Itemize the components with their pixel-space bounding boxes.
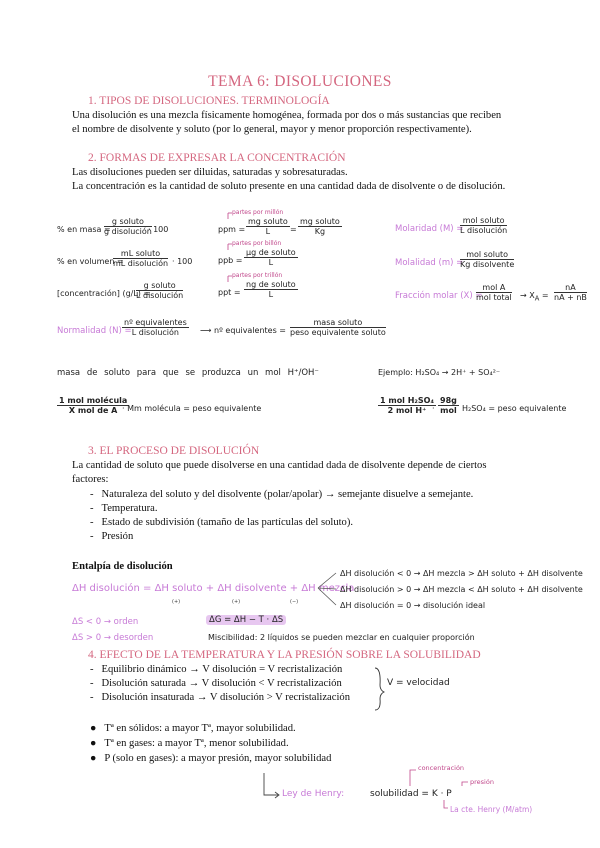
formula-conc-lhs: [concentración] (g/L) =: [57, 289, 151, 298]
formula-mol-den: X mol de A: [68, 406, 118, 415]
formula-molar-lhs: Molaridad (M) =: [395, 224, 464, 234]
formula-ppt-num: ng de soluto: [246, 280, 296, 289]
s4-dash-2-text: Disolución saturada → V disolución < V recristalización: [101, 678, 342, 689]
s4-dot-1: ● Tª en sólidos: a mayor Tª, mayor solubilidad.: [90, 723, 296, 734]
s4-dash-3: - Disolución insaturada → V disolución > V recristalización: [90, 692, 350, 703]
formula-ppm-equals: =: [290, 225, 297, 234]
ejemplo-num-1: 1 mol H₂SO₄: [380, 396, 434, 405]
s3-bullet-1-text: Naturaleza del soluto y del disolvente (polar/apolar) → semejante disuelve a semejante.: [101, 489, 474, 500]
formula-masa-rhs: · 100: [148, 225, 169, 234]
entalpia-heading: Entalpía de disolución: [72, 561, 173, 572]
ejemplo-den-1: 2 mol H⁺: [387, 406, 427, 415]
henry-presion-label: presión: [470, 778, 494, 786]
ejemplo-den-2: mol: [440, 406, 457, 415]
formula-vol-num: mL soluto: [113, 249, 168, 259]
formula-ppt-den: L: [268, 290, 274, 299]
formula-norm-num-2: masa soluto: [290, 318, 386, 328]
s3-paragraph-line-2: factores:: [72, 474, 109, 485]
formula-frac-den: mol total: [476, 293, 512, 302]
s1-paragraph-line-1: Una disolución es una mezcla físicamente homogénea, formada por dos o más sustancias que reciben: [72, 110, 502, 121]
formula-norm-den-2: peso equivalente soluto: [290, 328, 386, 337]
henry-equation: solubilidad = K · P: [370, 789, 452, 799]
formula-molal-lhs: Molalidad (m) =: [395, 258, 464, 268]
entalpia-case-2: ΔH disolución > 0 → ΔH mezcla < ΔH soluto + ΔH disolvente: [340, 585, 583, 594]
s1-paragraph-line-2: el nombre de disolvente y soluto (por lo general, mayor y menor proporción respectivamente).: [72, 124, 472, 135]
formula-masa-den: g disolución: [104, 227, 152, 236]
formula-conc-den: L disolución: [136, 291, 184, 300]
entalpia-case-3: ΔH disolución = 0 → disolución ideal: [340, 601, 486, 610]
formula-molar-den: L disolución: [460, 226, 508, 235]
henry-title: Ley de Henry:: [282, 789, 345, 799]
entalpia-equation: ΔH disolución = ΔH soluto + ΔH disolvente + ΔH mezcla: [72, 583, 355, 594]
s3-bullet-4: - Presión: [90, 531, 134, 542]
formula-frac-num: mol A: [476, 283, 512, 293]
entalpia-sign-2: (+): [232, 599, 241, 605]
formula-masa-num: g soluto: [104, 217, 152, 227]
frac-equals: =: [541, 291, 549, 300]
frac-arrow-x: → X: [520, 291, 535, 300]
s4-dash-3-text: Disolución insaturada → V disolución > V recristalización: [101, 692, 350, 703]
ejemplo-rhs: H₂SO₄ = peso equivalente: [462, 404, 567, 413]
s3-bullet-2: - Temperatura.: [90, 503, 158, 514]
formula-vol-rhs: · 100: [172, 257, 193, 266]
velocidad-note: V = velocidad: [387, 678, 450, 688]
s3-bullet-2-text: Temperatura.: [101, 503, 158, 514]
gibbs-equation-highlight: ΔG = ΔH − T · ΔS: [206, 615, 286, 625]
ejemplo-equation: Ejemplo: H₂SO₄ → 2H⁺ + SO₄²⁻: [378, 368, 501, 377]
formula-frac-num-2: nA: [554, 283, 587, 293]
formula-ppt-lhs: ppt =: [218, 288, 241, 297]
formula-mol-num: 1 mol molécula: [59, 396, 128, 405]
formula-norm-num: nº equivalentes: [124, 318, 187, 327]
formula-molar-num: mol soluto: [460, 216, 507, 226]
entropia-negative: ΔS < 0 → orden: [72, 617, 139, 627]
page-title: TEMA 6: DISOLUCIONES: [208, 73, 392, 90]
formula-masa-lhs: % en masa =: [57, 225, 111, 234]
formula-molal-den: Kg disolvente: [460, 260, 515, 269]
miscibilidad-note: Miscibilidad: 2 líquidos se pueden mezclar en cualquier proporción: [208, 633, 475, 642]
s4-dot-1-text: Tª en sólidos: a mayor Tª, mayor solubilidad.: [104, 723, 296, 734]
formula-frac-den-2: nA + nB: [554, 293, 587, 302]
s4-dash-1-text: Equilibrio dinámico → V disolución = V recristalización: [101, 664, 343, 675]
section-3-heading: 3. EL PROCESO DE DISOLUCIÓN: [88, 445, 260, 457]
s4-dot-2: ● Tª en gases: a mayor Tª, menor solubilidad.: [90, 738, 289, 749]
section-2-heading: 2. FORMAS DE EXPRESAR LA CONCENTRACIÓN: [88, 152, 346, 164]
section-4-heading: 4. EFECTO DE LA TEMPERATURA Y LA PRESIÓN SOBRE LA SOLUBILIDAD: [88, 649, 481, 661]
formula-vol-den: mL disolución: [113, 259, 169, 268]
entropia-positive: ΔS > 0 → desorden: [72, 633, 154, 643]
formula-ppb-lhs: ppb =: [218, 256, 243, 265]
entalpia-case-1: ΔH disolución < 0 → ΔH mezcla > ΔH soluto + ΔH disolvente: [340, 569, 583, 578]
formula-molal-num: mol soluto: [460, 250, 514, 260]
formula-ppb-den: L: [268, 258, 274, 267]
s3-bullet-4-text: Presión: [101, 531, 134, 542]
s4-dot-3-text: P (solo en gases): a mayor presión, mayor solubilidad: [104, 753, 332, 764]
s2-paragraph-line-2: La concentración es la cantidad de soluto presente en una cantidad dada de disolvente o de disolución.: [72, 181, 506, 192]
henry-constant-label: La cte. Henry (M/atm): [450, 805, 533, 814]
ppb-note: partes por billón: [232, 240, 282, 247]
formula-ppm-num-1: mg soluto: [248, 217, 288, 226]
formula-conc-num: g soluto: [136, 281, 183, 291]
s3-bullet-3: - Estado de subdivisión (tamaño de las partículas del soluto).: [90, 517, 354, 528]
formula-norm-lhs: Normalidad (N) =: [57, 326, 132, 336]
s2-paragraph-line-1: Las disoluciones pueden ser diluidas, saturadas y sobresaturadas.: [72, 167, 348, 178]
s4-dash-2: - Disolución saturada → V disolución < V recristalización: [90, 678, 342, 689]
ppm-note: partes por millón: [232, 209, 284, 216]
ejemplo-num-2: 98g: [440, 396, 457, 405]
formula-mol-rhs: · Mm molécula = peso equivalente: [122, 404, 262, 413]
s4-dot-3: ● P (solo en gases): a mayor presión, mayor solubilidad: [90, 753, 332, 764]
s3-bullet-3-text: Estado de subdivisión (tamaño de las partículas del soluto).: [101, 517, 354, 528]
s4-dash-1: - Equilibrio dinámico → V disolución = V recristalización: [90, 664, 343, 675]
peso-equivalente-definition: masa de soluto para que se produzca un mol H⁺/OH⁻: [57, 368, 319, 378]
formula-ppb-num: µg de soluto: [246, 248, 296, 257]
formula-frac-lhs: Fracción molar (X) =: [395, 291, 483, 301]
formula-norm-den: L disolución: [131, 328, 179, 337]
ejemplo-dot: ·: [432, 404, 435, 413]
s3-paragraph-line-1: La cantidad de soluto que puede disolverse en una cantidad dada de disolvente depende de ciertos: [72, 460, 487, 471]
section-1-heading: 1. TIPOS DE DISOLUCIONES. TERMINOLOGÍA: [88, 95, 330, 107]
henry-concentracion-label: concentración: [418, 764, 465, 772]
frac-subscript: A: [534, 294, 540, 303]
formula-ppm-num-2: mg soluto: [300, 217, 340, 226]
formula-ppm-den-1: L: [265, 227, 271, 236]
s4-dot-2-text: Tª en gases: a mayor Tª, menor solubilidad.: [104, 738, 289, 749]
formula-vol-lhs: % en volumen =: [57, 257, 124, 266]
formula-ppm-lhs: ppm =: [218, 225, 246, 234]
entalpia-sign-1: (+): [172, 599, 181, 605]
ppt-note: partes por trillón: [232, 272, 283, 279]
entalpia-sign-3: (−): [290, 599, 299, 605]
formula-ppm-den-2: Kg: [314, 227, 326, 236]
formula-norm-arrow: ⟶ nº equivalentes =: [200, 326, 287, 335]
s3-bullet-1: - Naturaleza del soluto y del disolvente (polar/apolar) → semejante disuelve a semejante.: [90, 489, 474, 500]
